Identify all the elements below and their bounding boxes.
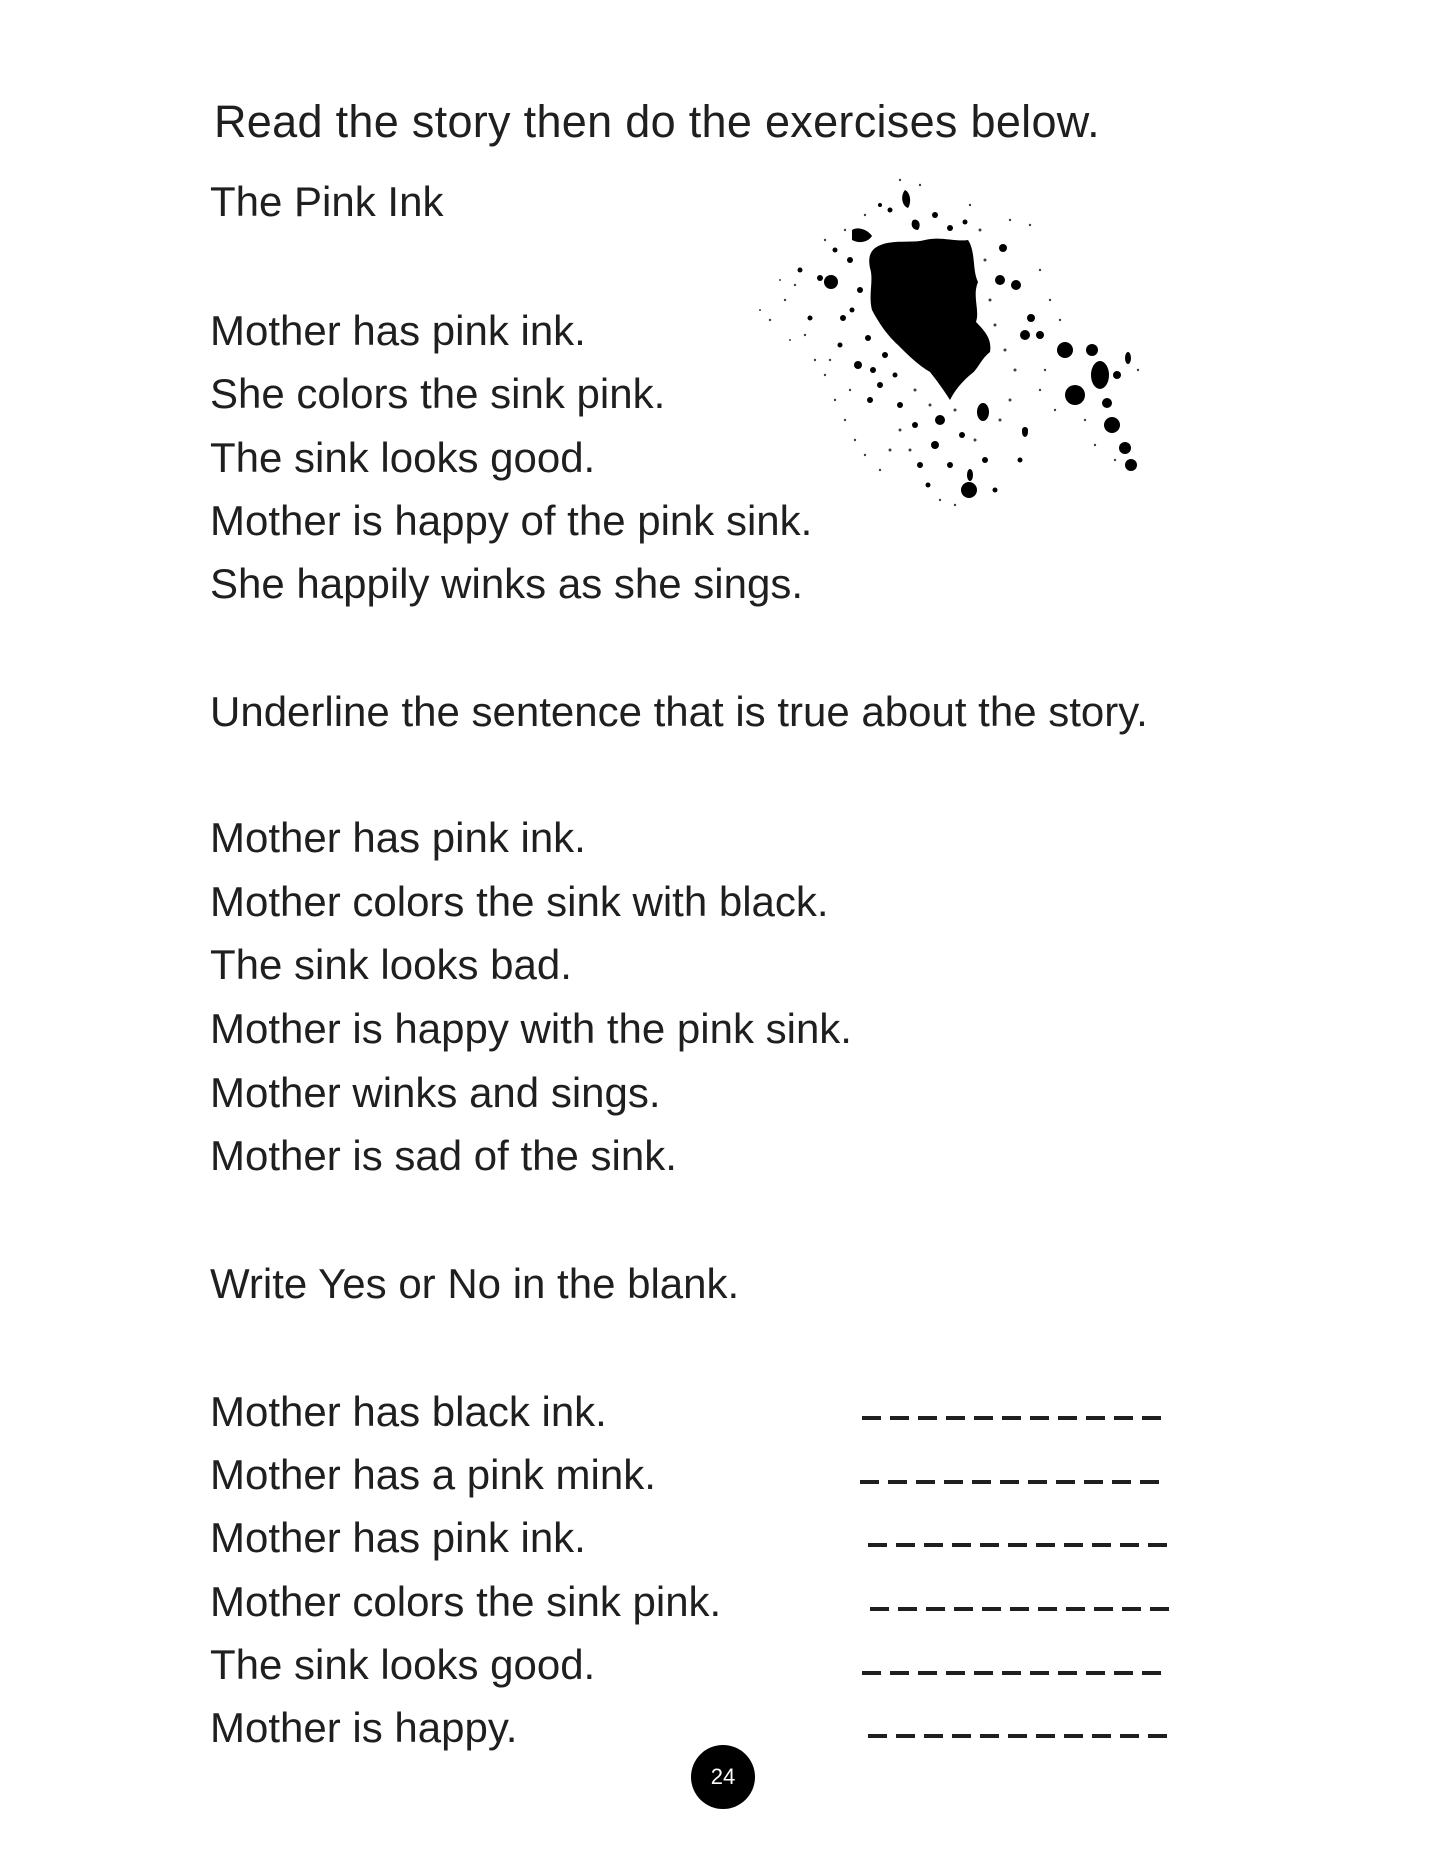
answer-blank[interactable] bbox=[862, 1671, 1162, 1675]
underline-option[interactable]: The sink looks bad. bbox=[210, 941, 572, 988]
page-number-badge bbox=[691, 1745, 755, 1809]
yes-no-statement: Mother has pink ink. bbox=[210, 1514, 586, 1561]
yes-no-statement: Mother has a pink mink. bbox=[210, 1451, 656, 1498]
ink-splatter-icon bbox=[740, 160, 1160, 520]
story-line: The sink looks good. bbox=[210, 434, 596, 481]
underline-option[interactable]: Mother is sad of the sink. bbox=[210, 1132, 677, 1179]
story-line: Mother has pink ink. bbox=[210, 307, 586, 354]
underline-option[interactable]: Mother colors the sink with black. bbox=[210, 878, 829, 925]
page-instruction: Read the story then do the exercises below. bbox=[214, 96, 1100, 147]
page-number: 24 bbox=[710, 1764, 736, 1789]
story-title: The Pink Ink bbox=[210, 178, 444, 225]
story-line: She happily winks as she sings. bbox=[210, 560, 803, 607]
answer-blank[interactable] bbox=[860, 1480, 1160, 1484]
yes-no-statement: Mother is happy. bbox=[210, 1704, 518, 1751]
answer-blank[interactable] bbox=[870, 1607, 1170, 1611]
yes-no-statement: The sink looks good. bbox=[210, 1641, 596, 1688]
underline-option[interactable]: Mother winks and sings. bbox=[210, 1069, 661, 1116]
story-line: Mother is happy of the pink sink. bbox=[210, 497, 813, 544]
underline-instruction: Underline the sentence that is true about the story. bbox=[210, 688, 1148, 735]
answer-blank[interactable] bbox=[868, 1543, 1168, 1547]
yes-no-statement: Mother has black ink. bbox=[210, 1388, 607, 1435]
answer-blank[interactable] bbox=[868, 1734, 1168, 1738]
yes-no-instruction: Write Yes or No in the blank. bbox=[210, 1260, 740, 1307]
underline-option[interactable]: Mother has pink ink. bbox=[210, 814, 586, 861]
story-line: She colors the sink pink. bbox=[210, 370, 666, 417]
yes-no-statement: Mother colors the sink pink. bbox=[210, 1578, 722, 1625]
answer-blank[interactable] bbox=[862, 1416, 1162, 1420]
underline-option[interactable]: Mother is happy with the pink sink. bbox=[210, 1005, 852, 1052]
